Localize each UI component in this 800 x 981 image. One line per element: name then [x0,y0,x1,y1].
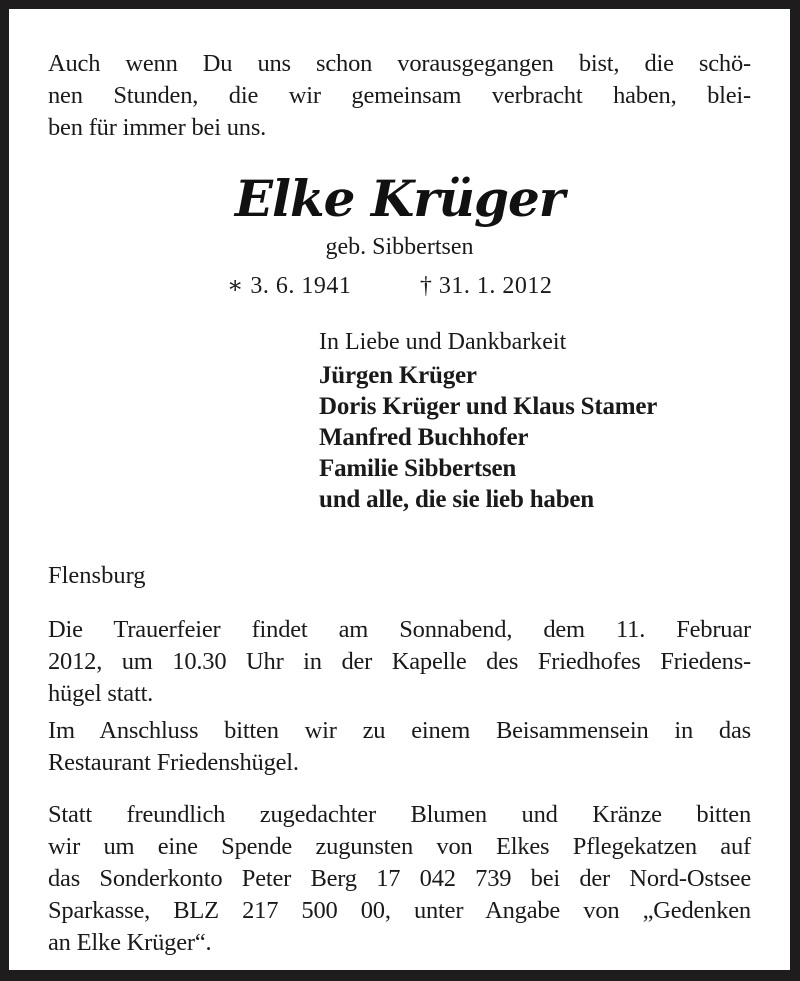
mourners-block [319,326,657,515]
place: Flensburg [48,562,146,589]
birth-date-group [227,271,351,301]
gathering-line: Restaurant Friedenshügel. [48,749,299,776]
donation-line: Statt freundlich zugedachter Blumen und Kränze bitten [48,801,751,828]
gathering-info [48,715,751,779]
gathering-line: Im Anschluss bitten wir zu einem Beisammensein in das [48,717,751,744]
intro-line: ben für immer bei uns. [48,114,267,141]
life-dates [227,271,552,301]
mourner-name: Doris Krüger und Klaus Stamer [319,393,658,420]
death-date: 31. 1. 2012 [438,273,553,299]
intro-poem [48,48,751,144]
donation-line: Sparkasse, BLZ 217 500 00, unter Angabe von „Gedenken [48,897,751,924]
obituary-notice [9,9,790,970]
ceremony-line: Die Trauerfeier findet am Sonnabend, dem 11. Februar [48,616,751,643]
death-date-group [420,271,553,301]
ceremony-line: hügel statt. [48,680,154,707]
mourner-name: Manfred Buchhofer [319,424,529,451]
birth-star-icon: ∗ [227,273,244,299]
ceremony-line: 2012, um 10.30 Uhr in der Kapelle des Friedhofes Friedens- [48,648,751,675]
mourners-list [319,360,657,515]
ceremony-info [48,614,751,710]
intro-line: nen Stunden, die wir gemeinsam verbracht haben, blei- [48,82,751,109]
birth-date: 3. 6. 1941 [250,273,352,299]
donation-line: an Elke Krüger“. [48,929,212,956]
intro-line: Auch wenn Du uns schon vorausgegangen bist, die schö- [48,50,751,77]
deceased-name: Elke Krüger [234,169,565,228]
mourner-name: Jürgen Krüger [319,362,477,389]
donation-info [48,799,751,959]
donation-line: das Sonderkonto Peter Berg 17 042 739 bei der Nord-Ostsee [48,865,751,892]
death-cross-icon: † [419,273,433,299]
donation-line: wir um eine Spende zugunsten von Elkes Pflegekatzen auf [48,833,751,860]
mourner-name: und alle, die sie lieb haben [319,486,595,513]
deceased-birth-name: geb. Sibbertsen [325,234,474,260]
mourners-intro: In Liebe und Dankbarkeit [319,329,567,355]
mourner-name: Familie Sibbertsen [319,455,517,482]
